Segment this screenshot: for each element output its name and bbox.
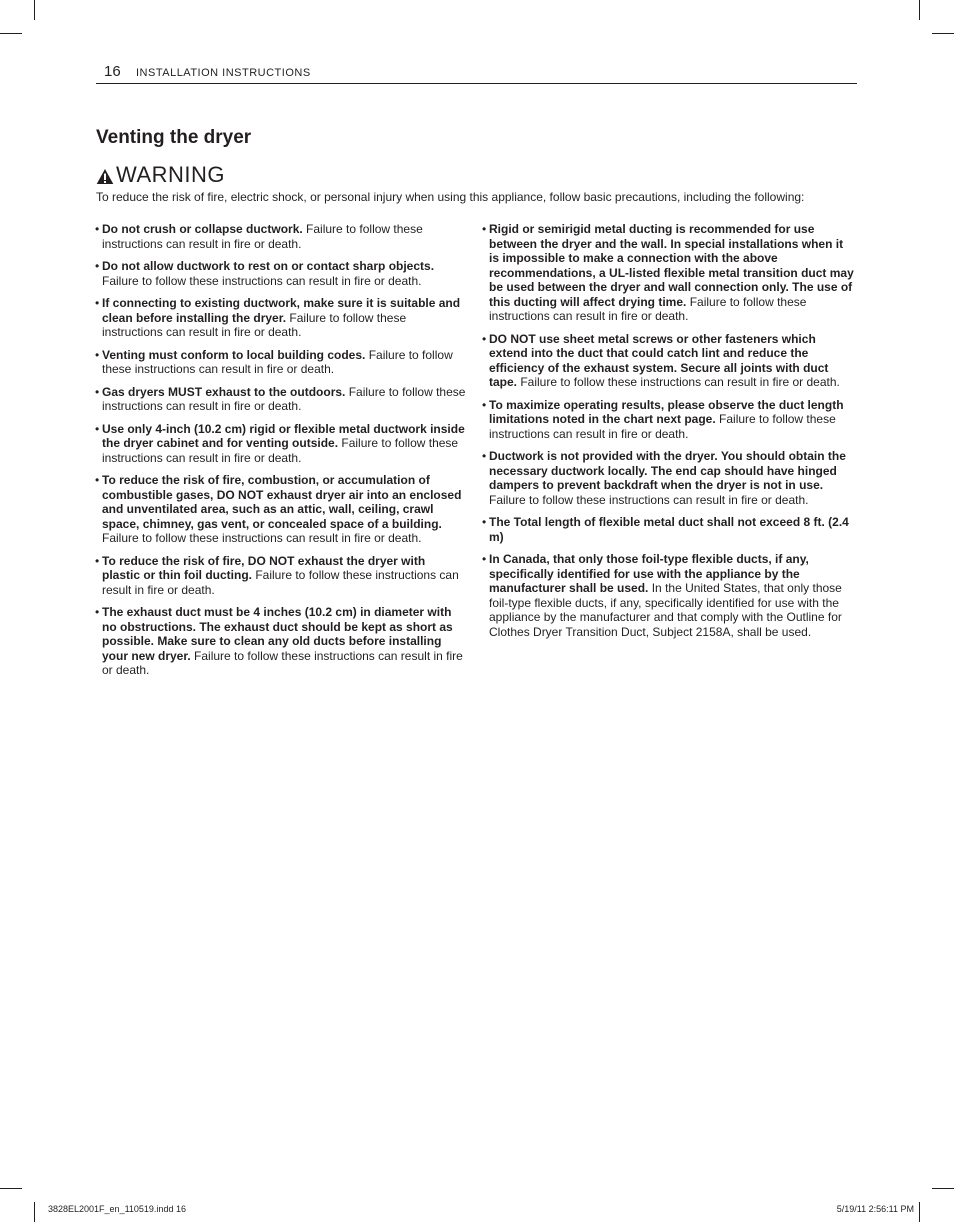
page-header <box>96 62 857 84</box>
bullet-icon: • <box>95 296 100 310</box>
bullet-icon: • <box>482 397 487 412</box>
warning-triangle-icon <box>96 168 114 185</box>
bullet-icon: • <box>482 552 487 566</box>
warning-label: WARNING <box>116 162 226 187</box>
crop-mark <box>0 33 22 34</box>
item-bold-text: Ductwork is not provided with the dryer. You should obtain the necessary ductwork locally. The end cap should have hinged dampers to prevent backdraft when the dryer is not in use. <box>489 449 846 492</box>
item-bold-text: Use only 4-inch (10.2 cm) rigid or flexible metal ductwork inside the dryer cabinet and for venting outside. <box>102 421 465 450</box>
list-item <box>483 398 855 442</box>
list-item <box>483 332 855 390</box>
bullet-icon: • <box>482 331 487 346</box>
item-bold-text: Gas dryers MUST exhaust to the outdoors. <box>102 384 346 399</box>
list-item <box>96 473 466 546</box>
bullet-icon: • <box>95 222 100 236</box>
bullet-icon: • <box>95 553 100 568</box>
list-item <box>96 605 466 678</box>
list-item <box>96 222 466 251</box>
right-column-list <box>483 222 855 647</box>
item-body-text: Failure to follow these instructions can result in fire or death. <box>102 531 422 545</box>
item-bold-text: The exhaust duct must be 4 inches (10.2 cm) in diameter with no obstructions. The exhaust duct should be kept as short as possible. Make sure to clean any old ducts before installing your new dryer. <box>102 605 453 663</box>
bullet-icon: • <box>482 222 487 236</box>
crop-mark <box>34 0 35 20</box>
crop-mark <box>932 1188 954 1189</box>
bullet-icon: • <box>95 421 100 436</box>
bullet-icon: • <box>95 605 100 619</box>
item-body-text: In the United States, that only those foil-type flexible ducts, if any, specifically identified for use with the appliance by the manufacturer and that comply with the Outline for Clothes Dryer Transition Duct, Subject 2158A, shall be used. <box>489 581 842 639</box>
warning-heading <box>96 162 225 188</box>
list-item <box>96 554 466 598</box>
list-item <box>96 296 466 340</box>
item-body-text: Failure to follow these instructions can result in fire or death. <box>102 648 463 677</box>
item-bold-text: The Total length of flexible metal duct shall not exceed 8 ft. (2.4 m) <box>489 515 849 544</box>
item-body-text: Failure to follow these instructions can result in fire or death. <box>517 375 840 389</box>
list-item <box>96 348 466 377</box>
bullet-icon: • <box>95 347 100 362</box>
crop-mark <box>919 1202 920 1222</box>
bullet-icon: • <box>95 384 100 399</box>
crop-mark <box>34 1202 35 1222</box>
footer-timestamp: 5/19/11 2:56:11 PM <box>836 1204 914 1214</box>
list-item <box>483 449 855 507</box>
item-bold-text: Do not allow ductwork to rest on or contact sharp objects. <box>102 259 435 273</box>
list-item <box>96 259 466 288</box>
page-number: 16 <box>104 63 121 80</box>
item-bold-text: Do not crush or collapse ductwork. <box>102 222 303 236</box>
crop-mark <box>932 33 954 34</box>
bullet-icon: • <box>482 449 487 463</box>
left-column-list <box>96 222 466 686</box>
item-bold-text: To reduce the risk of fire, DO NOT exhaust the dryer with plastic or thin foil ducting. <box>102 553 426 582</box>
bullet-icon: • <box>95 473 100 487</box>
item-body-text: Failure to follow these instructions can result in fire or death. <box>489 492 809 507</box>
item-bold-text: In Canada, that only those foil-type flexible ducts, if any, specifically identified for use with the appliance by the manufacturer shall be used. <box>489 552 809 595</box>
list-item <box>483 515 855 544</box>
item-bold-text: To maximize operating results, please observe the duct length limitations noted in the chart next page. <box>489 397 844 426</box>
list-item <box>483 222 855 324</box>
list-item <box>483 552 855 639</box>
item-body-text: Failure to follow these instructions can result in fire or death. <box>102 273 422 288</box>
item-body-text: Failure to follow these instructions can result in fire or death. <box>102 347 453 376</box>
list-item <box>96 385 466 414</box>
item-bold-text: If connecting to existing ductwork, make sure it is suitable and clean before installing the dryer. <box>102 296 461 325</box>
item-body-text: Failure to follow these instructions can result in fire or death. <box>102 568 459 597</box>
crop-mark <box>919 0 920 20</box>
footer-file: 3828EL2001F_en_110519.indd 16 <box>48 1204 186 1214</box>
list-item <box>96 422 466 466</box>
section-title: Venting the dryer <box>96 127 252 148</box>
item-bold-text: DO NOT use sheet metal screws or other fasteners which extend into the duct that could catch lint and reduce the efficiency of the exhaust system. Secure all joints with duct tape. <box>489 331 829 389</box>
crop-mark <box>0 1188 22 1189</box>
item-body-text: Failure to follow these instructions can result in fire or death. <box>102 436 459 465</box>
item-bold-text: To reduce the risk of fire, combustion, or accumulation of combustible gases, DO NOT exhaust dryer air into an enclosed and unventilated area, such as an attic, wall, ceiling, crawl space, chimney, gas vent, or concealed space of a building. <box>102 473 462 531</box>
bullet-icon: • <box>95 259 100 273</box>
bullet-icon: • <box>482 515 487 529</box>
item-body-text: Failure to follow these instructions can result in fire or death. <box>489 294 807 323</box>
item-bold-text: Venting must conform to local building codes. <box>102 347 366 362</box>
item-body-text: Failure to follow these instructions can result in fire or death. <box>102 384 466 413</box>
item-body-text: Failure to follow these instructions can result in fire or death. <box>102 222 423 251</box>
item-body-text: Failure to follow these instructions can result in fire or death. <box>489 412 836 441</box>
warning-intro: To reduce the risk of fire, electric shock, or personal injury when using this appliance, follow basic precautions, including the following: <box>96 190 805 204</box>
item-bold-text: Rigid or semirigid metal ducting is recommended for use between the dryer and the wall. In special installations when it is impossible to make a connection with the above recommendations, a UL-listed flexible metal transition duct may be used between the dryer and wall connection only. The use of this ducting will affect drying time. <box>489 222 854 309</box>
header-title: INSTALLATION INSTRUCTIONS <box>136 67 311 79</box>
item-body-text: Failure to follow these instructions can result in fire or death. <box>102 310 407 339</box>
